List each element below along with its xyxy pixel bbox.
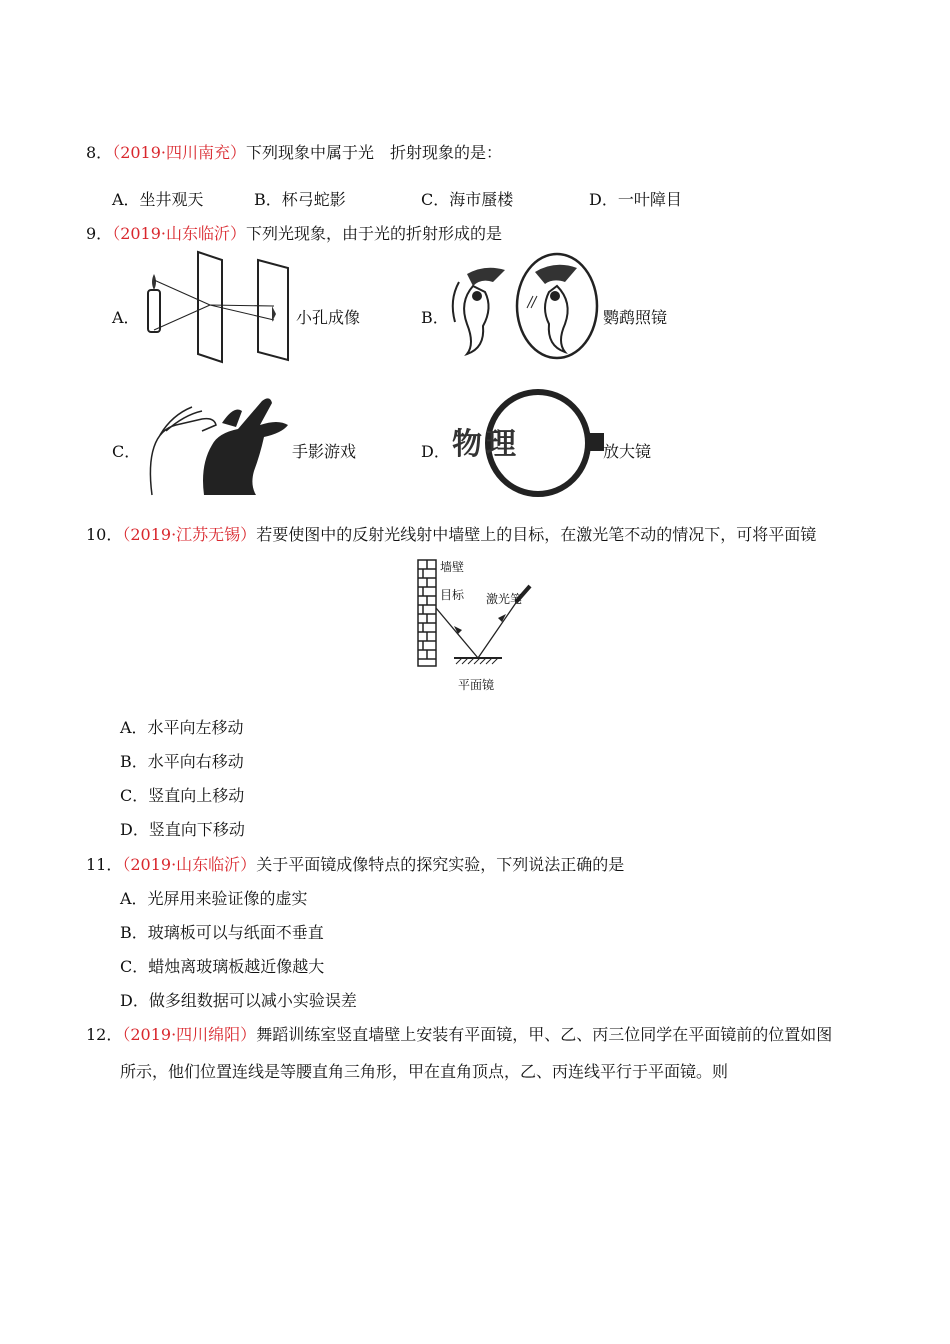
q8-stem-line	[86, 140, 502, 163]
q8-number: 8．	[86, 143, 113, 162]
magnifier-text: 物理	[452, 427, 520, 462]
parrot-mirror-figure	[445, 252, 600, 360]
q10-option-c: C．竖直向上移动	[120, 786, 245, 805]
q9-option-b-caption: 鹦鹉照镜	[603, 308, 668, 327]
q9-option-c-caption: 手影游戏	[292, 442, 357, 461]
q10-option-b: B．水平向右移动	[120, 752, 244, 771]
q9-stem-line	[86, 221, 502, 244]
q12-number: 12．	[86, 1025, 123, 1044]
q10-stem: 若要使图中的反射光线射中墙壁上的目标，在激光笔不动的情况下，可将平面镜	[256, 525, 817, 544]
q9-number: 9．	[86, 224, 113, 243]
q9-option-a-letter: A．	[112, 308, 140, 327]
q8-option-c: C．海市蜃楼	[421, 190, 514, 209]
hand-shadow-figure	[142, 385, 292, 497]
mirror-label: 平面镜	[458, 678, 495, 692]
q9-option-c-letter: C．	[112, 442, 141, 461]
q9-option-d-letter: D．	[421, 442, 450, 461]
q11-stem: 关于平面镜成像特点的探究实验，下列说法正确的是	[256, 855, 625, 874]
q10-option-a: A．水平向左移动	[120, 718, 244, 737]
q12-stem-line	[86, 1022, 832, 1045]
q12-source: （2019·四川绵阳）	[122, 1025, 257, 1044]
q10-source: （2019·江苏无锡）	[122, 525, 257, 544]
q11-source: （2019·山东临沂）	[122, 855, 257, 874]
q8-option-d: D．一叶障目	[589, 190, 682, 209]
q11-stem-line	[86, 852, 624, 875]
q8-option-b: B．杯弓蛇影	[254, 190, 346, 209]
q10-option-d: D．竖直向下移动	[120, 820, 245, 839]
q10-stem-line	[86, 522, 816, 545]
q11-option-b: B．玻璃板可以与纸面不垂直	[120, 923, 324, 942]
q11-option-a: A．光屏用来验证像的虚实	[120, 889, 308, 908]
target-label: 目标	[440, 588, 465, 602]
q8-option-a: A．坐井观天	[112, 190, 204, 209]
q9-option-d-caption: 放大镜	[603, 442, 652, 461]
q9-option-b-letter: B．	[421, 308, 449, 327]
q12-stem: 舞蹈训练室竖直墙壁上安装有平面镜，甲、乙、丙三位同学在平面镜前的位置如图	[256, 1025, 833, 1044]
q11-option-c: C．蜡烛离玻璃板越近像越大	[120, 957, 325, 976]
wall-label: 墙壁	[440, 560, 465, 574]
q8-source: （2019·四川南充）	[112, 143, 246, 162]
pinhole-camera-figure	[140, 250, 300, 365]
q9-source: （2019·山东临沂）	[112, 224, 246, 243]
laser-label: 激光笔	[486, 592, 523, 606]
laser-mirror-figure	[410, 556, 540, 696]
q8-stem: 下列现象中属于光 折射现象的是：	[246, 143, 503, 162]
q12-stem-continued: 所示，他们位置连线是等腰直角三角形，甲在直角顶点，乙、丙连线平行于平面镜。则	[120, 1062, 729, 1081]
q10-number: 10．	[86, 525, 123, 544]
q9-stem: 下列光现象，由于光的折射形成的是	[246, 224, 503, 243]
q9-option-a-caption: 小孔成像	[296, 308, 361, 327]
magnifier-figure	[450, 385, 605, 497]
q11-number: 11．	[86, 855, 123, 874]
q11-option-d: D．做多组数据可以减小实验误差	[120, 991, 357, 1010]
